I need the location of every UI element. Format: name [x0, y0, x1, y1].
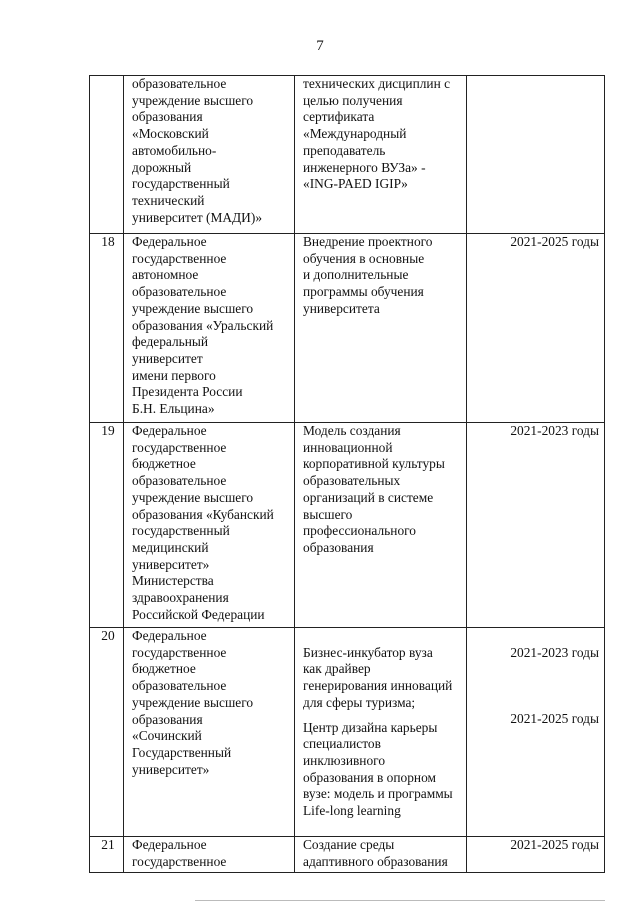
period-cell: 2021-2025 годы: [467, 837, 605, 873]
table-row: [90, 628, 605, 837]
table-row: [90, 234, 605, 423]
organization-cell: Федеральное государственное бюджетное образовательное учреждение высшего образования «Сочинский Государственный университет»: [124, 628, 295, 837]
project-cell: технических дисциплин с целью получения сертификата «Международный преподаватель инженерного ВУЗа» - «ING-PAED IGIP»: [295, 76, 467, 234]
project-cell: Модель создания инновационной корпоративной культуры образовательных организаций в системе высшего профессионального образования: [295, 423, 467, 628]
period-cell: [467, 76, 605, 234]
row-number: 20: [90, 628, 124, 837]
project-item: Бизнес-инкубатор вуза как драйвер генерирования инноваций для сферы туризма;: [303, 644, 453, 710]
project-item: Центр дизайна карьеры специалистов инклюзивного образования в опорном вузе: модель и программы Life-long learning: [303, 719, 453, 819]
row-number: 21: [90, 837, 124, 873]
project-cell: Внедрение проектного обучения в основные и дополнительные программы обучения университета: [295, 234, 467, 423]
organization-cell: образовательное учреждение высшего образования «Московский автомобильно- дорожный государственный технический университет (МАДИ)»: [124, 76, 295, 234]
row-number: 19: [90, 423, 124, 628]
period-item: 2021-2025 годы: [510, 711, 599, 727]
row-number: 18: [90, 234, 124, 423]
project-cell: [295, 628, 467, 837]
period-cell: [467, 628, 605, 837]
table-row: [90, 76, 605, 234]
organization-cell: Федеральное государственное бюджетное образовательное учреждение высшего образования «Кубанский государственный медицинский университет» Министерства здравоохранения Российской Федерации: [124, 423, 295, 628]
period-cell: 2021-2025 годы: [467, 234, 605, 423]
project-cell: Создание среды адаптивного образования: [295, 837, 467, 873]
page-number: 7: [316, 38, 324, 54]
period-item: 2021-2023 годы: [510, 644, 599, 660]
table-row: [90, 423, 605, 628]
period-cell: 2021-2023 годы: [467, 423, 605, 628]
scan-edge-line: [195, 900, 605, 901]
organization-cell: Федеральное государственное автономное образовательное учреждение высшего образования «Уральский федеральный университет имени первого Президента России Б.Н. Ельцина»: [124, 234, 295, 423]
table-row: [90, 837, 605, 873]
organization-cell: Федеральное государственное: [124, 837, 295, 873]
row-number: [90, 76, 124, 234]
programs-table: [89, 75, 605, 873]
